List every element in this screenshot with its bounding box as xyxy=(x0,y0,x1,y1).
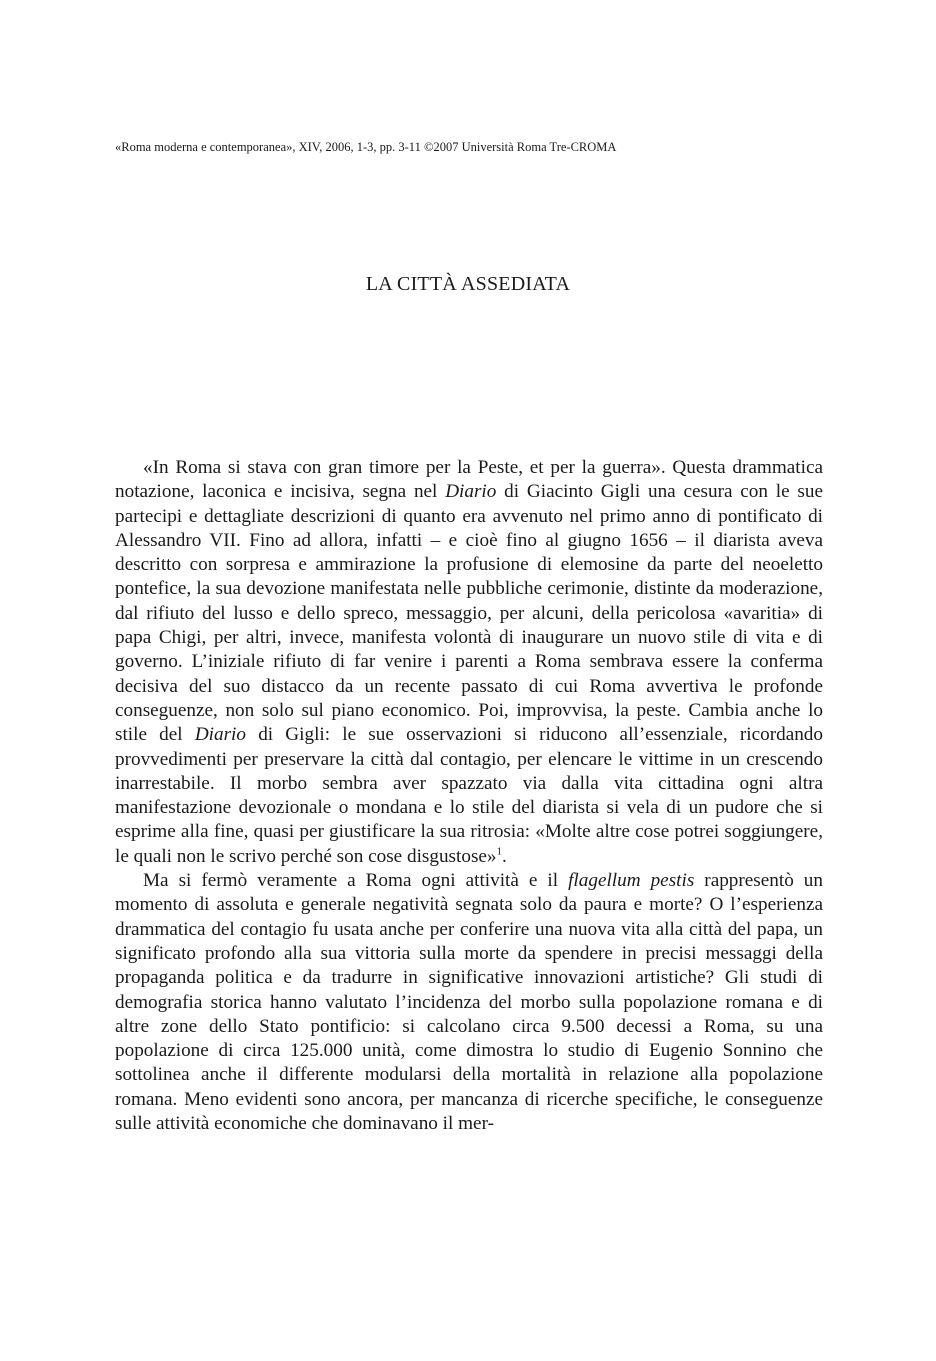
paragraph-text: . xyxy=(502,845,507,867)
italic-latin-phrase: flagellum pestis xyxy=(568,870,695,892)
paragraph-text: «In Roma si stava con gran timore per la Peste, et per la guerra». Questa drammatica notazione, laconica e incisiva, segna nel xyxy=(115,457,823,503)
article-body xyxy=(115,456,823,1136)
journal-citation-header: «Roma moderna e contemporanea», XIV, 2006, 1-3, pp. 3-11 ©2007 Università Roma Tre-CROMA xyxy=(115,140,617,154)
italic-title-diario: Diario xyxy=(445,481,497,503)
paragraph-text: di Gigli: le sue osservazioni si riducono all’essenziale, ricordando provvedimenti per preservare la città dal contagio, per elencare le vittime in un crescendo inarrestabile. Il morbo sembra aver spazzato via dalla vita cittadina ogni altra manifestazione devozionale o mondana e lo stile del diarista si vela di un pudore che si esprime alla fine, quasi per giustificare la sua ritrosia: «Molte altre cose potrei soggiungere, le quali non le scrivo perché son cose disgustose» xyxy=(115,724,823,867)
italic-title-diario: Diario xyxy=(194,724,246,746)
paragraph-text: Ma si fermò veramente a Roma ogni attività e il xyxy=(143,870,569,892)
footnote-marker[interactable]: 1 xyxy=(496,845,503,858)
body-paragraph xyxy=(115,869,823,1136)
paragraph-text: rappresentò un momento di assoluta e generale negatività segnata solo da paura e morte? O l’esperienza drammatica del contagio fu usata anche per conferire una nuova vita alla città del papa, un significato profondo alla sua vittoria sulla morte da spendere in precisi messaggi della propaganda politica e da tradurre in significative innovazioni artistiche? Gli studi di demografia storica hanno valutato l’incidenza del morbo sulla popolazione romana e di altre zone dello Stato pontificio: si calcolano circa 9.500 decessi a Roma, su una popolazione di circa 125.000 unità, come dimostra lo studio di Eugenio Sonnino che sottolinea anche il differente modularsi della mortalità in relazione alla popolazione romana. Meno evidenti sono ancora, per mancanza di ricerche specifiche, le conseguenze sulle attività economiche che dominavano il mer- xyxy=(115,870,823,1135)
paragraph-text: di Giacinto Gigli una cesura con le sue partecipi e dettagliate descrizioni di quanto era avvenuto nel primo anno di pontificato di Alessandro VII. Fino ad allora, infatti – e cioè fino al giugno 1656 – il diarista aveva descritto con sorpresa e ammirazione la profusione di elemosine da parte del neoeletto pontefice, la sua devozione manifestata nelle pubbliche cerimonie, distinte da moderazione, dal rifiuto del lusso e dello spreco, messaggio, per alcuni, della pericolosa «avaritia» di papa Chigi, per altri, invece, manifesta volontà di inaugurare un nuovo stile di vita e di governo. L’iniziale rifiuto di far venire i parenti a Roma sembrava essere la conferma decisiva del suo distacco da un recente passato di cui Roma avvertiva le profonde conseguenze, non solo sul piano economico. Poi, improvvisa, la peste. Cambia anche lo stile del xyxy=(115,481,823,746)
article-title: LA CITTÀ ASSEDIATA xyxy=(365,273,571,295)
body-paragraph xyxy=(115,456,823,869)
